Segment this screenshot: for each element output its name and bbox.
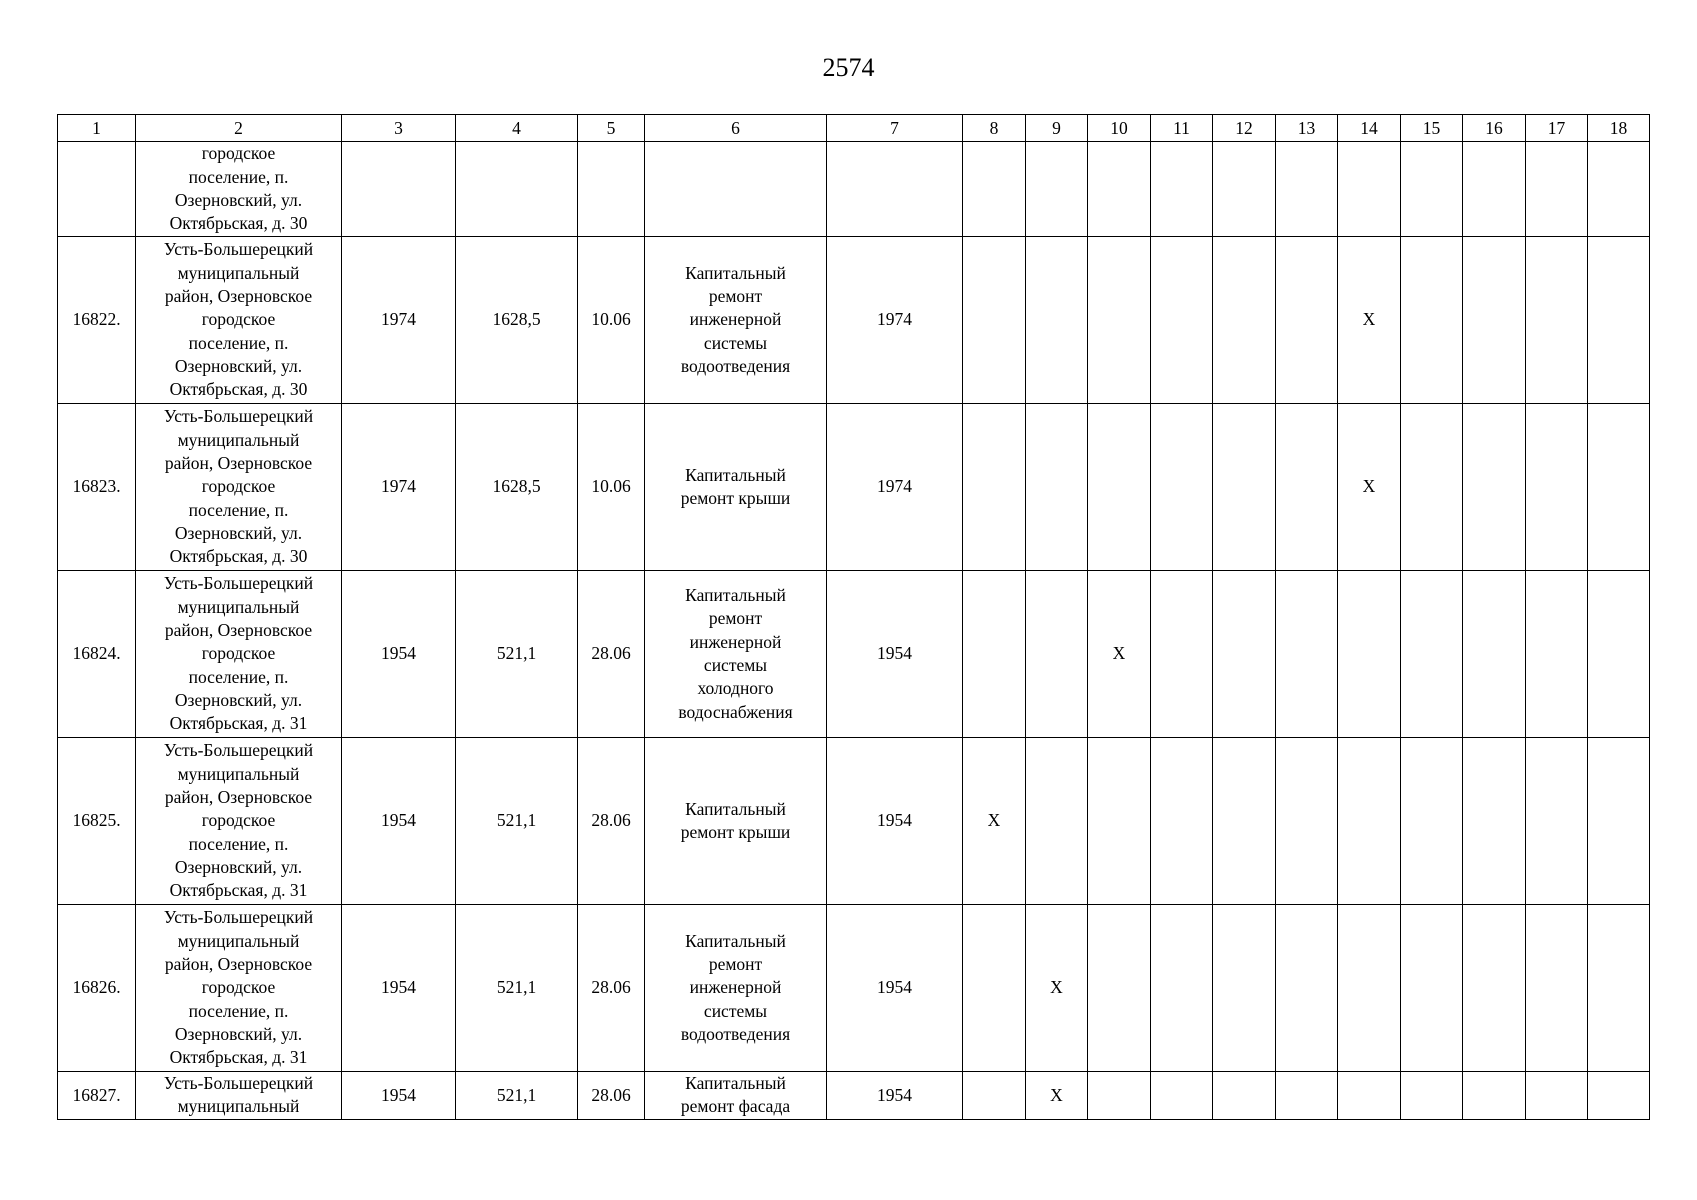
mark-cell-col-11 [1151,237,1213,404]
work-type-cell [645,142,827,237]
column-number-header-row [58,115,1650,142]
column-header: 4 [456,115,578,142]
mark-cell-col-15 [1401,404,1463,571]
year-built-cell: 1954 [342,571,456,738]
mark-cell-col-17 [1526,237,1588,404]
mark-cell-col-16 [1463,738,1526,905]
column-header: 1 [58,115,136,142]
mark-cell-col-13 [1276,404,1338,571]
column-header: 10 [1088,115,1151,142]
mark-cell-col-15 [1401,905,1463,1072]
mark-cell-col-8 [963,237,1026,404]
column-header: 11 [1151,115,1213,142]
column-header: 3 [342,115,456,142]
column-header: 17 [1526,115,1588,142]
mark-cell-col-9 [1026,571,1088,738]
column-header: 8 [963,115,1026,142]
mark-cell-col-18 [1588,142,1650,237]
mark-cell-col-18 [1588,1072,1650,1120]
row-number-cell: 16824. [58,571,136,738]
area-cell: 521,1 [456,738,578,905]
column-header: 2 [136,115,342,142]
mark-cell-col-11 [1151,738,1213,905]
row-number-cell: 16825. [58,738,136,905]
mark-cell-col-14: X [1338,237,1401,404]
mark-cell-col-17 [1526,905,1588,1072]
area-cell: 1628,5 [456,404,578,571]
column-header: 16 [1463,115,1526,142]
column-header: 9 [1026,115,1088,142]
year-built-cell [342,142,456,237]
mark-cell-col-14 [1338,571,1401,738]
work-type-cell: Капитальный ремонт инженерной системы холодного водоснабжения [645,571,827,738]
mark-cell-col-8: X [963,738,1026,905]
date-cell: 28.06 [578,905,645,1072]
address-cell: Усть-Большерецкий муниципальный район, Озерновское городское поселение, п. Озерновский, ул. Октябрьская, д. 31 [136,738,342,905]
mark-cell-col-13 [1276,905,1338,1072]
mark-cell-col-17 [1526,571,1588,738]
mark-cell-col-17 [1526,142,1588,237]
mark-cell-col-11 [1151,571,1213,738]
column-header: 13 [1276,115,1338,142]
year-cell: 1974 [827,237,963,404]
row-number-cell: 16826. [58,905,136,1072]
address-cell: городское поселение, п. Озерновский, ул. Октябрьская, д. 30 [136,142,342,237]
mark-cell-col-10 [1088,237,1151,404]
column-header: 12 [1213,115,1276,142]
mark-cell-col-17 [1526,738,1588,905]
work-type-cell: Капитальный ремонт инженерной системы водоотведения [645,905,827,1072]
mark-cell-col-12 [1213,142,1276,237]
date-cell: 28.06 [578,1072,645,1120]
mark-cell-col-12 [1213,905,1276,1072]
table-row [58,571,1650,738]
mark-cell-col-18 [1588,905,1650,1072]
column-header: 14 [1338,115,1401,142]
mark-cell-col-15 [1401,142,1463,237]
mark-cell-col-14 [1338,738,1401,905]
mark-cell-col-9: X [1026,905,1088,1072]
year-built-cell: 1974 [342,404,456,571]
row-number-cell: 16822. [58,237,136,404]
address-cell: Усть-Большерецкий муниципальный [136,1072,342,1120]
area-cell: 1628,5 [456,237,578,404]
work-type-cell: Капитальный ремонт инженерной системы водоотведения [645,237,827,404]
mark-cell-col-12 [1213,571,1276,738]
row-number-cell: 16823. [58,404,136,571]
year-cell: 1954 [827,905,963,1072]
year-cell: 1954 [827,1072,963,1120]
year-cell: 1974 [827,404,963,571]
mark-cell-col-8 [963,571,1026,738]
table-row [58,738,1650,905]
year-built-cell: 1954 [342,905,456,1072]
column-header: 6 [645,115,827,142]
mark-cell-col-8 [963,905,1026,1072]
mark-cell-col-11 [1151,905,1213,1072]
area-cell: 521,1 [456,905,578,1072]
table-row [58,1072,1650,1120]
mark-cell-col-8 [963,404,1026,571]
mark-cell-col-10 [1088,738,1151,905]
address-cell: Усть-Большерецкий муниципальный район, Озерновское городское поселение, п. Озерновский, ул. Октябрьская, д. 30 [136,237,342,404]
address-cell: Усть-Большерецкий муниципальный район, Озерновское городское поселение, п. Озерновский, ул. Октябрьская, д. 31 [136,905,342,1072]
mark-cell-col-14 [1338,1072,1401,1120]
table-row [58,237,1650,404]
page-number: 2574 [822,53,875,82]
mark-cell-col-16 [1463,905,1526,1072]
mark-cell-col-12 [1213,1072,1276,1120]
mark-cell-col-9 [1026,142,1088,237]
mark-cell-col-13 [1276,237,1338,404]
area-cell: 521,1 [456,571,578,738]
mark-cell-col-13 [1276,571,1338,738]
address-cell: Усть-Большерецкий муниципальный район, Озерновское городское поселение, п. Озерновский, ул. Октябрьская, д. 30 [136,404,342,571]
mark-cell-col-17 [1526,404,1588,571]
mark-cell-col-13 [1276,1072,1338,1120]
mark-cell-col-9: X [1026,1072,1088,1120]
column-header: 5 [578,115,645,142]
mark-cell-col-13 [1276,142,1338,237]
mark-cell-col-12 [1213,738,1276,905]
mark-cell-col-11 [1151,404,1213,571]
work-type-cell: Капитальный ремонт фасада [645,1072,827,1120]
year-cell: 1954 [827,738,963,905]
row-number-cell: 16827. [58,1072,136,1120]
date-cell [578,142,645,237]
mark-cell-col-9 [1026,237,1088,404]
mark-cell-col-11 [1151,142,1213,237]
mark-cell-col-8 [963,1072,1026,1120]
date-cell: 28.06 [578,738,645,905]
area-cell [456,142,578,237]
mark-cell-col-15 [1401,571,1463,738]
mark-cell-col-14 [1338,905,1401,1072]
column-header: 7 [827,115,963,142]
date-cell: 10.06 [578,404,645,571]
mark-cell-col-12 [1213,404,1276,571]
mark-cell-col-15 [1401,738,1463,905]
mark-cell-col-18 [1588,404,1650,571]
mark-cell-col-10: X [1088,571,1151,738]
mark-cell-col-16 [1463,142,1526,237]
mark-cell-col-16 [1463,571,1526,738]
mark-cell-col-16 [1463,237,1526,404]
year-built-cell: 1974 [342,237,456,404]
address-cell: Усть-Большерецкий муниципальный район, Озерновское городское поселение, п. Озерновский, ул. Октябрьская, д. 31 [136,571,342,738]
mark-cell-col-12 [1213,237,1276,404]
work-type-cell: Капитальный ремонт крыши [645,404,827,571]
registry-table [57,114,1650,1120]
table-row [58,142,1650,237]
mark-cell-col-14 [1338,142,1401,237]
year-cell: 1954 [827,571,963,738]
mark-cell-col-10 [1088,905,1151,1072]
mark-cell-col-14: X [1338,404,1401,571]
mark-cell-col-10 [1088,142,1151,237]
mark-cell-col-17 [1526,1072,1588,1120]
mark-cell-col-13 [1276,738,1338,905]
year-built-cell: 1954 [342,738,456,905]
date-cell: 28.06 [578,571,645,738]
column-header: 18 [1588,115,1650,142]
mark-cell-col-18 [1588,571,1650,738]
mark-cell-col-11 [1151,1072,1213,1120]
mark-cell-col-10 [1088,1072,1151,1120]
area-cell: 521,1 [456,1072,578,1120]
mark-cell-col-9 [1026,404,1088,571]
mark-cell-col-9 [1026,738,1088,905]
work-type-cell: Капитальный ремонт крыши [645,738,827,905]
mark-cell-col-16 [1463,1072,1526,1120]
year-built-cell: 1954 [342,1072,456,1120]
date-cell: 10.06 [578,237,645,404]
row-number-cell [58,142,136,237]
year-cell [827,142,963,237]
mark-cell-col-18 [1588,237,1650,404]
mark-cell-col-16 [1463,404,1526,571]
mark-cell-col-18 [1588,738,1650,905]
mark-cell-col-15 [1401,1072,1463,1120]
mark-cell-col-10 [1088,404,1151,571]
column-header: 15 [1401,115,1463,142]
mark-cell-col-8 [963,142,1026,237]
mark-cell-col-15 [1401,237,1463,404]
table-row [58,905,1650,1072]
table-row [58,404,1650,571]
